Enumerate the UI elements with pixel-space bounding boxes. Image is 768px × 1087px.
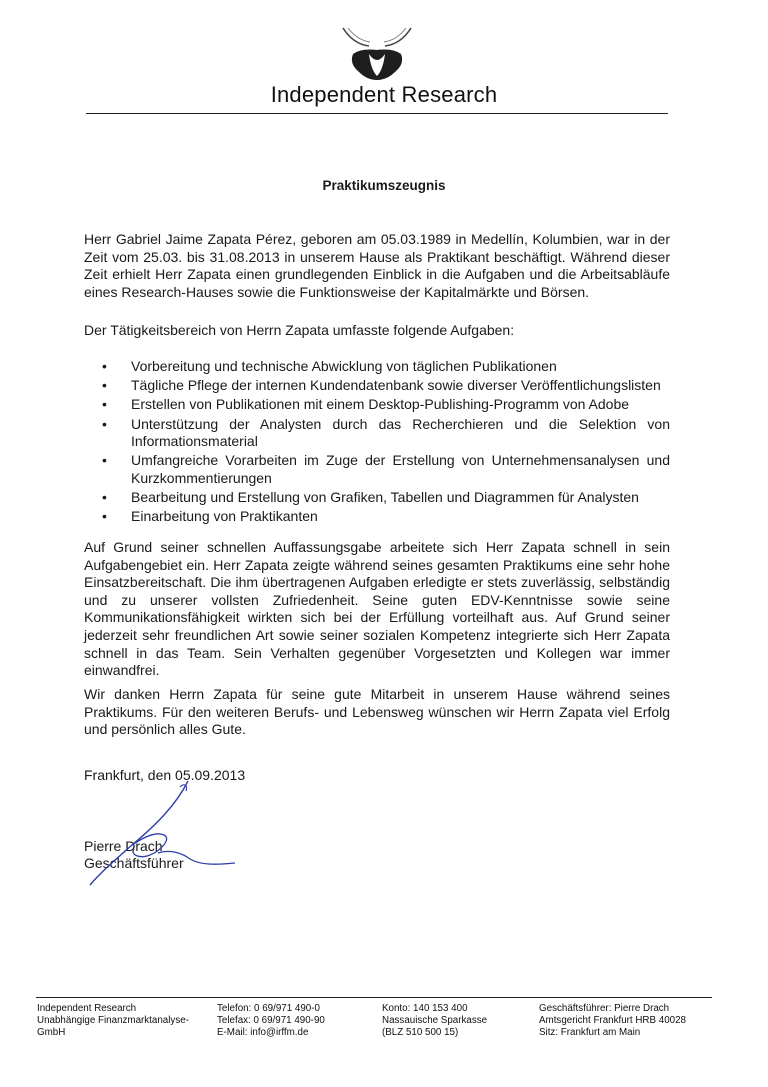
footer-line: GmbH: [37, 1027, 66, 1038]
bullet-icon: •: [102, 415, 107, 432]
bullet-icon: •: [102, 377, 107, 394]
footer-line: Konto: 140 153 400: [382, 1003, 468, 1014]
footer-line: Nassauische Sparkasse: [382, 1015, 488, 1026]
signer-name: Pierre Drach: [84, 838, 163, 854]
place-date: Frankfurt, den 05.09.2013: [84, 767, 246, 783]
footer-line: Telefon: 0 69/971 490-0: [217, 1003, 320, 1014]
tasks-intro: Der Tätigkeitsbereich von Herrn Zapata umfasste folgende Aufgaben:: [84, 322, 515, 338]
footer-bank: [382, 1003, 487, 1039]
intro-paragraph: Herr Gabriel Jaime Zapata Pérez, geboren am 05.03.1989 in Medellín, Kolumbien, war in der Zeit vom 25.03. bis 31.08.2013 in unserem Hause als Praktikant beschäftigt. Während dieser Zeit erhielt Herr Zapata einen grundlegenden Einblick in die Aufgaben und die Arbeitsabläufe eines Research-Hauses sowie die Funktionsweise der Kapitalmärkte und Börsen.: [84, 231, 670, 300]
task-text: Unterstützung der Analysten durch das Recherchieren und die Selektion von Informationsmaterial: [131, 415, 670, 450]
footer-line: Geschäftsführer: Pierre Drach: [539, 1003, 670, 1014]
list-item: [84, 452, 670, 487]
handwritten-signature: [60, 775, 250, 890]
footer-line: Telefax: 0 69/971 490-90: [217, 1015, 325, 1026]
company-name: Independent Research: [270, 82, 498, 107]
footer-registration: [539, 1003, 686, 1039]
list-item: [84, 358, 670, 376]
bullet-icon: •: [102, 489, 107, 506]
footer-line: Amtsgericht Frankfurt HRB 40028: [539, 1015, 687, 1026]
footer-divider: [36, 997, 712, 998]
list-item: [84, 416, 670, 451]
task-list: [84, 358, 670, 528]
footer-line: (BLZ 510 500 15): [382, 1027, 459, 1038]
footer-company: [37, 1003, 189, 1039]
bullet-icon: •: [102, 452, 107, 469]
task-text: Bearbeitung und Erstellung von Grafiken, Tabellen und Diagrammen für Analysten: [131, 489, 639, 506]
list-item: [84, 489, 670, 507]
footer-line: E-Mail: info@irffm.de: [217, 1027, 309, 1038]
footer-line: Sitz: Frankfurt am Main: [539, 1027, 641, 1038]
bullet-icon: •: [102, 508, 107, 525]
header-divider: [86, 113, 668, 114]
bullet-icon: •: [102, 396, 107, 413]
bullet-icon: •: [102, 358, 107, 374]
bull-head-logo-icon: [339, 22, 415, 84]
closing-paragraph: Wir danken Herrn Zapata für seine gute Mitarbeit in unserem Hause während seines Praktikums. Für den weiteren Berufs- und Lebensweg wünschen wir Herrn Zapata viel Erfolg und persönlich alles Gute.: [84, 686, 670, 738]
signer-role: Geschäftsführer: [84, 855, 184, 871]
list-item: [84, 396, 670, 414]
footer-line: Independent Research: [37, 1003, 137, 1014]
footer-line: Unabhängige Finanzmarktanalyse-: [37, 1015, 189, 1026]
task-text: Erstellen von Publikationen mit einem Desktop-Publishing-Programm von Adobe: [131, 396, 630, 413]
task-text: Umfangreiche Vorarbeiten im Zuge der Erstellung von Unternehmensanalysen und Kurzkommentierungen: [131, 452, 670, 486]
task-text: Vorbereitung und technische Abwicklung von täglichen Publikationen: [131, 358, 557, 374]
list-item: [84, 508, 670, 526]
task-text: Tägliche Pflege der internen Kundendatenbank sowie diverser Veröffentlichungslisten: [131, 377, 661, 394]
footer-contact: [217, 1003, 325, 1039]
list-item: [84, 377, 670, 395]
document-title: Praktikumszeugnis: [322, 178, 446, 193]
assessment-paragraph: Auf Grund seiner schnellen Auffassungsgabe arbeitete sich Herr Zapata schnell in sein Aufgabengebiet ein. Herr Zapata zeigte während seines gesamten Praktikums eine sehr hohe Einsatzbereitschaft. Die ihm übertragenen Aufgaben erledigte er stets zuverlässig, selbständig und zu unserer vollsten Zufriedenheit. Seine guten EDV-Kenntnisse sowie seine Kommunikationsfähigkeit wirkten sich bei der Erfüllung vorteilhaft aus. Auf Grund seiner jederzeit sehr freundlichen Art sowie seiner sozialen Kompetenz integrierte sich Herr Zapata schnell in das Team. Sein Verhalten gegenüber Vorgesetzten und Kollegen war immer einwandfrei.: [84, 539, 670, 679]
task-text: Einarbeitung von Praktikanten: [131, 508, 318, 525]
